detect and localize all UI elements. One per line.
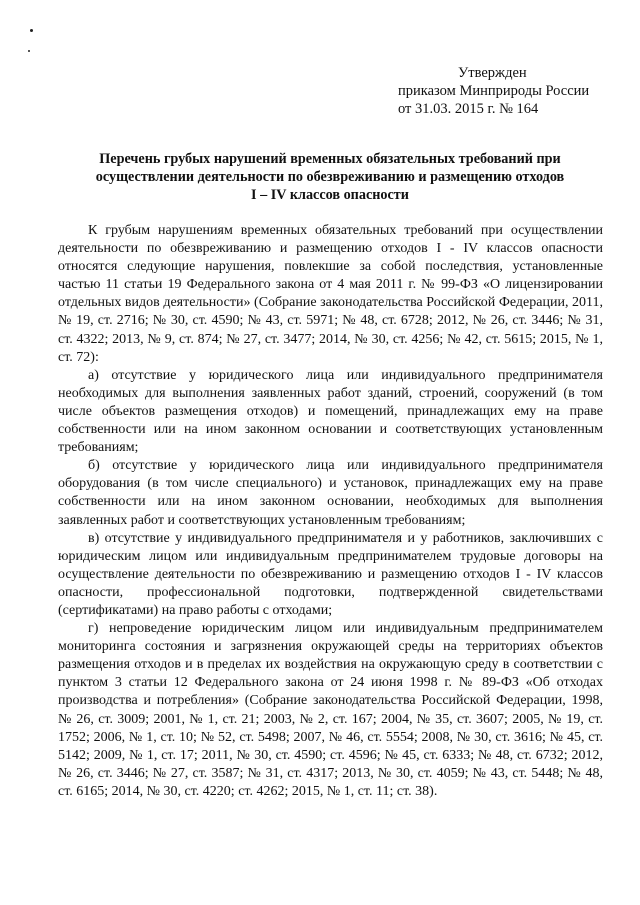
- scan-speck: [28, 50, 30, 52]
- title-line: осуществлении деятельности по обезвреживанию и размещению отходов: [95, 169, 565, 185]
- title-line: Перечень грубых нарушений временных обязательных требований при: [99, 151, 561, 167]
- item-b-paragraph: б) отсутствие у юридического лица или индивидуального предпринимателя оборудования (в том числе специального) и установок, принадлежащих ему на праве собственности или на ином законном основании, необходимых для выполнения заявленных работ и соответствующих установленным требованиям;: [58, 458, 603, 528]
- scan-speck: [30, 29, 33, 32]
- intro-paragraph: К грубым нарушениям временных обязательных требований при осуществлении деятельности по обезвреживанию и размещению отходов I - IV классов опасности относятся следующие нарушения, повлекшие за собой последствия, установленные частью 11 статьи 19 Федерального закона от 4 мая 2011 г. № 99-ФЗ «О лицензировании отдельных видов деятельности» (Собрание законодательства Российской Федерации, 2011, № 19, ст. 2716; № 30, ст. 4590; № 43, ст. 5971; № 48, ст. 6728; 2012, № 26, ст. 3446; № 31, ст. 4322; 2013, № 9, ст. 874; № 27, ст. 3477; 2014, № 30, ст. 4256; № 42, ст. 5615; 2015, № 1, ст. 72):: [58, 223, 603, 365]
- approval-line-order: приказом Минприроды России: [398, 83, 590, 99]
- item-a-paragraph: а) отсутствие у юридического лица или индивидуального предпринимателя необходимых для выполнения заявленных работ зданий, строений, сооружений (в том числе объектов размещения отходов) и помещений, принадлежащих ему на праве собственности или на ином законном основании и соответствующих установленным требованиям;: [58, 367, 603, 456]
- item-g-paragraph: г) непроведение юридическим лицом или индивидуальным предпринимателем мониторинга состояния и загрязнения окружающей среды на территориях объектов размещения отходов и в пределах их воздействия на окружающую среду в соответствии с пунктом 3 статьи 12 Федерального закона от 24 июня 1998 г. № 89-ФЗ «Об отходах производства и потребления» (Собрание законодательства Российской Федерации, 1998, № 26, ст. 3009; 2001, № 1, ст. 21; 2003, № 2, ст. 167; 2004, № 35, ст. 3607; 2005, № 19, ст. 1752; 2006, № 1, ст. 10; № 52, ст. 5498; 2007, № 46, ст. 5554; 2008, № 30, ст. 3616; № 45, ст. 5142; 2009, № 1, ст. 17; 2011, № 30, ст. 4590; ст. 4596; № 45, ст. 6333; № 48, ст. 6732; 2012, № 26, ст. 3446; № 27, ст. 3587; № 31, ст. 4317; 2013, № 30, ст. 4059; № 43, ст. 5448; № 48, ст. 6165; 2014, № 30, ст. 4220; ст. 4262; 2015, № 1, ст. 11; ст. 38).: [58, 621, 603, 799]
- title-line: I – IV классов опасности: [251, 187, 409, 203]
- document-body: [58, 222, 603, 801]
- approval-line-approved: Утвержден: [458, 65, 527, 81]
- approval-line-date: от 31.03. 2015 г. № 164: [398, 101, 539, 117]
- item-v-paragraph: в) отсутствие у индивидуального предпринимателя и у работников, заключивших с юридическим лицом или индивидуальным предпринимателем трудовые договоры на осуществление деятельности по обезвреживанию и размещению отходов I - IV классов опасности, профессиональной подготовки, подтвержденной свидетельствами (сертификатами) на право работы с отходами;: [58, 530, 603, 618]
- approval-stamp-block: [398, 64, 618, 118]
- document-title: [60, 150, 600, 204]
